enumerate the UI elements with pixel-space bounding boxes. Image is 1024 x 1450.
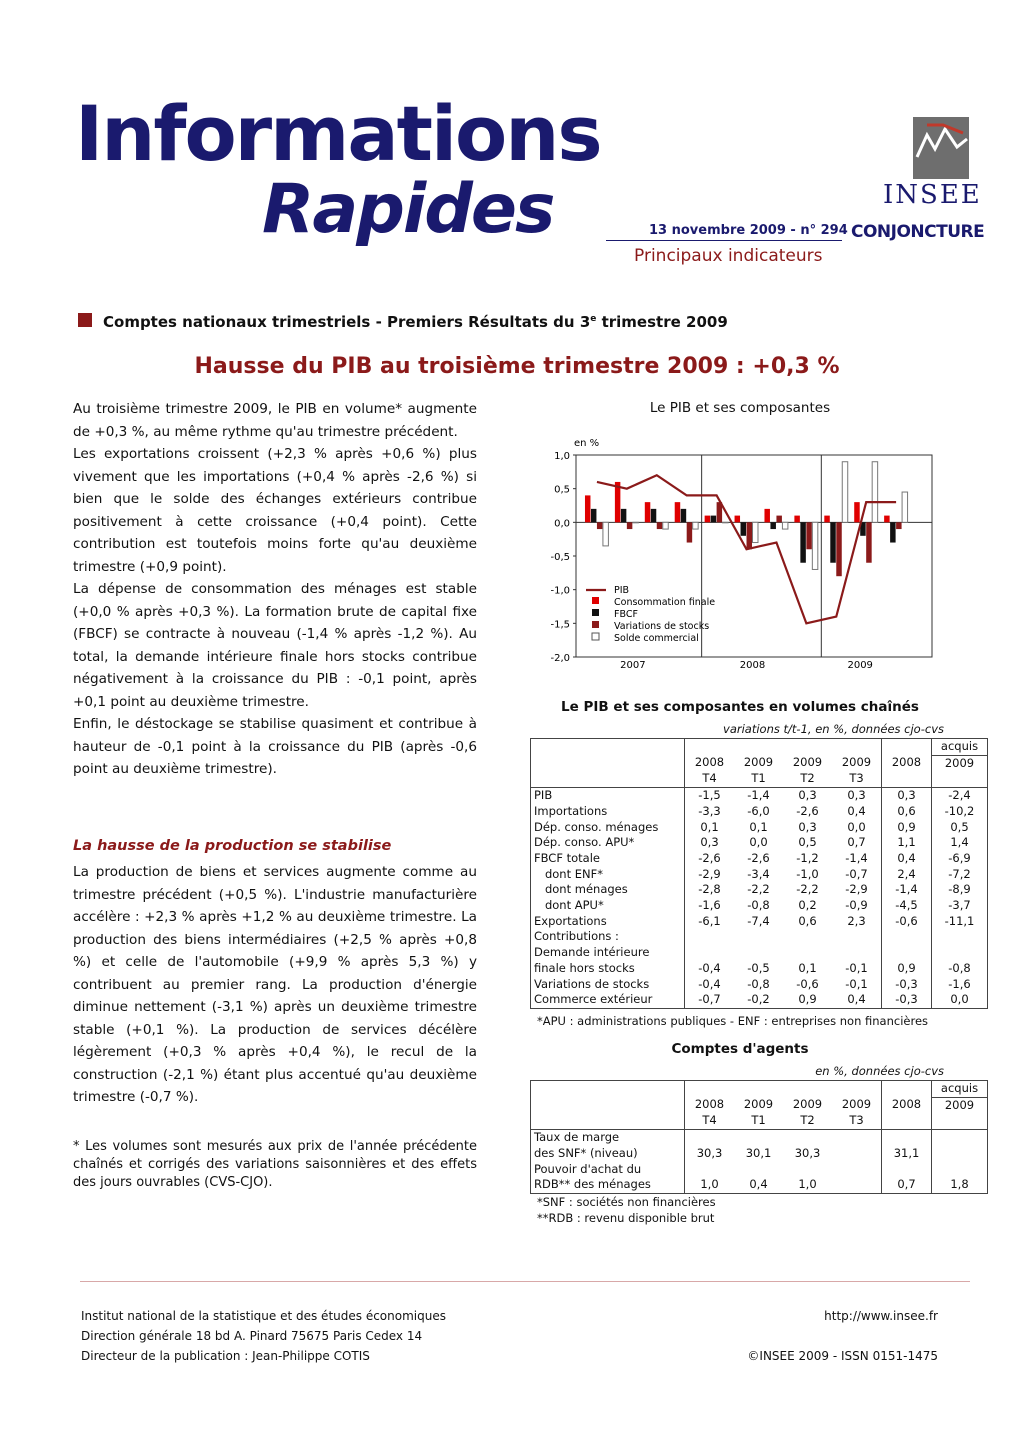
legend-label: Variations de stocks bbox=[614, 621, 710, 632]
year-header: 2008 bbox=[882, 755, 932, 771]
table-cell: -1,0 bbox=[796, 866, 819, 881]
table-cell: 2,3 bbox=[832, 914, 882, 930]
subheading: La hausse de la production se stabilise bbox=[73, 838, 392, 854]
bar-4 bbox=[782, 522, 787, 529]
table-cell: -8,9 bbox=[932, 882, 988, 898]
footer-director: Directeur de la publication : Jean-Philippe COTIS bbox=[81, 1349, 370, 1363]
table-cell: 0,2 bbox=[798, 898, 817, 913]
table-cell bbox=[734, 945, 783, 961]
table-header-row bbox=[531, 739, 988, 756]
table-cell: -0,8 bbox=[747, 898, 770, 913]
quarter-header: T3 bbox=[832, 1113, 882, 1129]
table-cell: 2,4 bbox=[882, 867, 932, 883]
table-cell: 0,3 bbox=[798, 819, 817, 834]
table-cell: -0,7 bbox=[832, 867, 882, 883]
table-cell: 1,4 bbox=[932, 835, 988, 851]
conjoncture-label: CONJONCTURE bbox=[851, 222, 985, 242]
table2-grid bbox=[530, 1080, 988, 1194]
legend-swatch bbox=[592, 633, 599, 640]
table-cell: 30,3 bbox=[685, 1146, 735, 1162]
table-cell: 0,7 bbox=[882, 1177, 932, 1193]
row-label: Dép. conso. ménages bbox=[531, 820, 685, 836]
table-cell bbox=[832, 929, 882, 945]
table-header-row bbox=[531, 1081, 988, 1098]
table-cell bbox=[734, 929, 783, 945]
table-cell: -2,9 bbox=[832, 882, 882, 898]
table-cell: -0,3 bbox=[882, 992, 932, 1008]
quarter-header: T4 bbox=[685, 771, 735, 787]
legend-label: Consommation finale bbox=[614, 597, 716, 608]
table-cell: 0,4 bbox=[832, 992, 882, 1008]
table-cell: 0,3 bbox=[798, 788, 817, 803]
table-cell bbox=[832, 1177, 882, 1193]
table-cell: 0,0 bbox=[932, 992, 988, 1008]
table-cell: -1,4 bbox=[832, 851, 882, 867]
row-label: Variations de stocks bbox=[531, 977, 685, 993]
bar-2 bbox=[651, 509, 656, 522]
table-cell bbox=[783, 1130, 832, 1146]
table-cell bbox=[832, 1162, 882, 1178]
row-label: Importations bbox=[531, 804, 685, 820]
bar-1 bbox=[854, 502, 859, 522]
table1 bbox=[530, 738, 988, 1009]
body-paragraph: Enfin, le déstockage se stabilise quasiment et contribue à hauteur de -0,1 point à la croissance du PIB (après -0,6 point au deuxième trimestre). bbox=[73, 716, 477, 777]
bar-2 bbox=[800, 522, 805, 562]
bar-1 bbox=[884, 516, 889, 523]
legend-label: FBCF bbox=[614, 609, 638, 620]
table-cell: -0,1 bbox=[832, 977, 882, 993]
y-tick-label: 0,5 bbox=[554, 484, 570, 496]
table-cell: -0,4 bbox=[685, 961, 735, 977]
bar-3 bbox=[627, 522, 632, 529]
bar-2 bbox=[621, 509, 626, 522]
year-header: 2009 bbox=[792, 1097, 823, 1112]
table-cell: 0,3 bbox=[882, 788, 932, 804]
quarter-header: T1 bbox=[734, 771, 783, 787]
bar-4 bbox=[723, 522, 728, 523]
bar-2 bbox=[770, 522, 775, 529]
table-cell: 30,3 bbox=[794, 1145, 821, 1160]
table-cell: -2,2 bbox=[747, 882, 770, 897]
row-label: dont ENF* bbox=[531, 867, 685, 883]
table-cell bbox=[783, 929, 832, 945]
quarter-header: T3 bbox=[832, 771, 882, 787]
table1-grid bbox=[530, 738, 988, 1009]
table-cell: 0,5 bbox=[798, 835, 817, 850]
bar-3 bbox=[806, 522, 811, 549]
table-row bbox=[531, 929, 988, 945]
bar-2 bbox=[890, 522, 895, 542]
header-cell bbox=[685, 1081, 882, 1098]
bar-1 bbox=[645, 502, 650, 522]
year-header: 2008 bbox=[882, 1097, 932, 1113]
bar-3 bbox=[657, 522, 662, 529]
table-cell: -0,8 bbox=[932, 961, 988, 977]
table-cell: 0,4 bbox=[832, 804, 882, 820]
footer-rule bbox=[80, 1281, 970, 1282]
table-cell bbox=[882, 1130, 932, 1146]
table-cell: 31,1 bbox=[882, 1146, 932, 1162]
bar-2 bbox=[711, 516, 716, 523]
header-cell bbox=[531, 755, 685, 771]
table-cell: 0,9 bbox=[783, 992, 832, 1008]
table-header-row bbox=[531, 1097, 988, 1113]
gdp-chart bbox=[530, 428, 950, 673]
table-cell: -4,5 bbox=[882, 898, 932, 914]
row-label: Pouvoir d'achat du bbox=[531, 1162, 685, 1178]
section-bullet bbox=[78, 313, 92, 327]
table-cell bbox=[882, 1162, 932, 1178]
footer-left bbox=[81, 1306, 446, 1366]
table-row bbox=[531, 820, 988, 836]
table-cell: -0,5 bbox=[747, 960, 770, 975]
quarter-header: T2 bbox=[783, 1113, 832, 1129]
footer-address: Direction générale 18 bd A. Pinard 75675 Paris Cedex 14 bbox=[81, 1329, 423, 1343]
header-cell bbox=[531, 771, 685, 787]
body-paragraph: La dépense de consommation des ménages est stable (+0,0 % après +0,3 %). La formation brute de capital fixe (FBCF) se contracte à nouveau (-1,4 % après -1,2 %). Au total, la demande intérieure finale hors stocks contribue négativement à la croissance du PIB : -0,1 point, après +0,1 point au deuxième trimestre. bbox=[73, 581, 477, 710]
row-label: dont APU* bbox=[531, 898, 685, 914]
bar-2 bbox=[591, 509, 596, 522]
table-row bbox=[531, 977, 988, 993]
table-cell: -7,4 bbox=[747, 913, 770, 928]
year-header: 2009 bbox=[743, 1097, 774, 1112]
table-cell: 0,1 bbox=[685, 820, 735, 836]
row-label: dont ménages bbox=[531, 882, 685, 898]
bar-4 bbox=[753, 522, 758, 542]
header-cell bbox=[882, 739, 932, 756]
header-cell bbox=[531, 1113, 685, 1129]
table-cell: 0,6 bbox=[882, 804, 932, 820]
table-cell: -2,6 bbox=[796, 803, 819, 818]
table-cell: -1,6 bbox=[932, 977, 988, 993]
bar-3 bbox=[776, 516, 781, 523]
table-row bbox=[531, 914, 988, 930]
table-cell: 0,9 bbox=[882, 961, 932, 977]
table-cell: 0,5 bbox=[932, 820, 988, 836]
x-tick-label: 2007 bbox=[620, 660, 646, 671]
table-cell bbox=[932, 1130, 988, 1146]
table-row bbox=[531, 788, 988, 804]
footer-copyright: ©INSEE 2009 - ISSN 0151-1475 bbox=[747, 1349, 938, 1363]
table-cell: -6,9 bbox=[932, 851, 988, 867]
bar-3 bbox=[866, 522, 871, 562]
bar-3 bbox=[747, 522, 752, 549]
bar-4 bbox=[603, 522, 608, 546]
table-row bbox=[531, 1130, 988, 1146]
y-tick-label: -0,5 bbox=[550, 552, 570, 563]
table-cell bbox=[882, 929, 932, 945]
table2 bbox=[530, 1080, 988, 1194]
x-tick-label: 2009 bbox=[847, 660, 873, 671]
legend-label: PIB bbox=[614, 585, 630, 596]
bar-2 bbox=[830, 522, 835, 562]
row-label: Taux de marge bbox=[531, 1130, 685, 1146]
table-cell bbox=[734, 1130, 783, 1146]
header-cell bbox=[685, 739, 882, 756]
header-cell bbox=[531, 1097, 685, 1113]
bar-1 bbox=[585, 495, 590, 522]
table-cell: -0,7 bbox=[685, 992, 735, 1008]
footer-institute: Institut national de la statistique et des études économiques bbox=[81, 1309, 446, 1323]
table-cell: -6,1 bbox=[685, 914, 735, 930]
table-cell: -2,6 bbox=[685, 851, 735, 867]
table-cell: 1,0 bbox=[783, 1177, 832, 1193]
table-cell bbox=[932, 945, 988, 961]
body-paragraph: Les exportations croissent (+2,3 % après +0,6 %) plus vivement que les importations (+0,4 % après -2,6 %) si bien que le solde des échanges extérieurs contribue positivement à cette croissance (+0,4 point). Cette contribution est toutefois moins forte qu'au deuxième trimestre (+0,9 point). bbox=[73, 446, 477, 575]
table-cell: 0,3 bbox=[832, 788, 882, 804]
bar-1 bbox=[794, 516, 799, 523]
table-cell: -1,4 bbox=[882, 882, 932, 898]
bar-4 bbox=[663, 522, 668, 529]
table-cell: 0,9 bbox=[882, 820, 932, 836]
table-cell: -0,1 bbox=[832, 961, 882, 977]
issue-dateline: 13 novembre 2009 - n° 294 bbox=[649, 223, 848, 238]
bar-3 bbox=[836, 522, 841, 576]
table-row bbox=[531, 1162, 988, 1178]
bar-3 bbox=[896, 522, 901, 529]
table-row bbox=[531, 992, 988, 1008]
row-label: PIB bbox=[531, 788, 685, 804]
table-cell: -2,2 bbox=[796, 882, 819, 897]
table-cell bbox=[685, 945, 735, 961]
bar-4 bbox=[633, 522, 638, 523]
y-tick-label: -1,0 bbox=[550, 585, 570, 597]
quarter-header bbox=[882, 771, 932, 787]
table-cell bbox=[832, 1130, 882, 1146]
table2-footnote: **RDB : revenu disponible brut bbox=[537, 1211, 715, 1225]
table-cell: 0,1 bbox=[749, 819, 768, 834]
table-row bbox=[531, 851, 988, 867]
table-cell bbox=[685, 1130, 735, 1146]
header-cell bbox=[531, 1081, 685, 1098]
table-cell: -2,6 bbox=[747, 850, 770, 865]
table-cell bbox=[832, 945, 882, 961]
table-cell: -1,6 bbox=[685, 898, 735, 914]
table-cell: -11,1 bbox=[932, 914, 988, 930]
table2-caption: en %, données cjo-cvs bbox=[815, 1064, 944, 1078]
table-cell: 0,0 bbox=[749, 835, 768, 850]
bar-1 bbox=[824, 516, 829, 523]
table-cell bbox=[783, 1162, 832, 1178]
table-row bbox=[531, 961, 988, 977]
table-header-row bbox=[531, 771, 988, 787]
table-cell bbox=[932, 1146, 988, 1162]
bar-1 bbox=[764, 509, 769, 522]
footer-right bbox=[740, 1306, 938, 1366]
year-header: 2009 bbox=[932, 1097, 988, 1113]
y-tick-label: 1,0 bbox=[554, 451, 570, 462]
row-label: Demande intérieure bbox=[531, 945, 685, 961]
table-cell: 0,1 bbox=[798, 960, 817, 975]
bar-1 bbox=[705, 516, 710, 523]
table1-title: Le PIB et ses composantes en volumes chaînés bbox=[561, 699, 919, 715]
table-cell: -0,9 bbox=[832, 898, 882, 914]
table-cell: -1,4 bbox=[747, 788, 770, 803]
table-cell: -0,4 bbox=[685, 977, 735, 993]
table1-caption: variations t/t-1, en %, données cjo-cvs bbox=[723, 722, 944, 736]
table-cell bbox=[734, 1162, 783, 1178]
table-header-row bbox=[531, 1113, 988, 1129]
row-label: finale hors stocks bbox=[531, 961, 685, 977]
row-label: des SNF* (niveau) bbox=[531, 1146, 685, 1162]
table-cell: -1,5 bbox=[685, 788, 735, 804]
production-paragraph: La production de biens et services augmente comme au trimestre précédent (+0,5 %). L'industrie manufacturière accélère : +2,3 % après +1,2 % au deuxième trimestre. La production des biens intermédiaires (+2,5 % après +0,8 %) et celle de l'automobile (+9,9 % après 5,3 %) y contribuent au premier rang. La production d'énergie diminue nettement (-3,1 %) après un deuxième trimestre stable (+0,1 %). La production de services décélère légèrement (+0,3 % après +0,4 %), le recul de la construction (-2,1 %) étant plus accentué qu'au deuxième trimestre (-0,7 %). bbox=[73, 864, 477, 1105]
table-cell bbox=[783, 945, 832, 961]
insee-logo-icon bbox=[913, 117, 969, 179]
quarter-header: T1 bbox=[734, 1113, 783, 1129]
y-tick-label: -2,0 bbox=[550, 653, 570, 664]
year-header: 2008 bbox=[685, 1097, 735, 1113]
table-cell: 1,0 bbox=[685, 1177, 735, 1193]
table-cell: 30,1 bbox=[745, 1145, 772, 1160]
table2-footnote: *SNF : sociétés non financières bbox=[537, 1195, 716, 1209]
row-label: FBCF totale bbox=[531, 851, 685, 867]
year-header: 2009 bbox=[932, 755, 988, 771]
legend-swatch bbox=[592, 609, 599, 616]
x-tick-label: 2008 bbox=[739, 660, 766, 671]
quarter-header: T2 bbox=[783, 771, 832, 787]
table-cell: -3,7 bbox=[932, 898, 988, 914]
table-cell: -0,3 bbox=[882, 977, 932, 993]
masthead-title-line2: Rapides bbox=[262, 170, 554, 249]
table-cell: -0,8 bbox=[747, 976, 770, 991]
table-cell bbox=[685, 929, 735, 945]
quarter-header: T4 bbox=[685, 1113, 735, 1129]
table-cell: -3,4 bbox=[747, 866, 770, 881]
table-row bbox=[531, 898, 988, 914]
table-row bbox=[531, 882, 988, 898]
quarter-header bbox=[932, 771, 988, 787]
year-header: 2009 bbox=[832, 1097, 882, 1113]
methodology-note: * Les volumes sont mesurés aux prix de l'année précédente chaînés et corrigés des variations saisonnières et des effets des jours ouvrables (CVS-CJO). bbox=[73, 1139, 477, 1190]
table-cell: 0,4 bbox=[882, 851, 932, 867]
header-cell bbox=[882, 1081, 932, 1098]
table-row bbox=[531, 945, 988, 961]
table-cell: 0,4 bbox=[734, 1177, 783, 1193]
masthead-title-line1: Informations bbox=[75, 89, 601, 178]
insee-brand: INSEE bbox=[883, 180, 982, 210]
body-paragraph: Au troisième trimestre 2009, le PIB en volume* augmente de +0,3 %, au même rythme qu'au trimestre précédent. bbox=[73, 401, 477, 440]
table-cell bbox=[882, 945, 932, 961]
header-cell bbox=[531, 739, 685, 756]
bar-1 bbox=[675, 502, 680, 522]
chart-unit: en % bbox=[574, 438, 600, 449]
table-row bbox=[531, 867, 988, 883]
table-cell: 0,3 bbox=[685, 835, 735, 851]
legend-label: Solde commercial bbox=[614, 633, 699, 644]
footer-url[interactable]: http://www.insee.fr bbox=[824, 1309, 938, 1323]
y-tick-label: 0,0 bbox=[554, 518, 570, 530]
headline: Hausse du PIB au troisième trimestre 2009 : +0,3 % bbox=[194, 354, 840, 379]
row-label: Contributions : bbox=[531, 929, 685, 945]
table-cell: -6,0 bbox=[747, 803, 770, 818]
quarter-header bbox=[932, 1113, 988, 1129]
year-header: 2009 bbox=[792, 755, 823, 770]
table-cell: -2,9 bbox=[685, 867, 735, 883]
table-cell bbox=[932, 1162, 988, 1178]
table-cell bbox=[832, 1146, 882, 1162]
year-header: 2009 bbox=[743, 755, 774, 770]
year-header: 2009 bbox=[832, 755, 882, 771]
masthead-rule bbox=[606, 240, 842, 241]
bar-3 bbox=[687, 522, 692, 542]
bar-3 bbox=[597, 522, 602, 529]
legend-swatch bbox=[592, 597, 599, 604]
acquis-header: acquis bbox=[932, 739, 988, 756]
bar-4 bbox=[693, 522, 698, 529]
chart-title: Le PIB et ses composantes bbox=[649, 400, 831, 416]
bar-4 bbox=[902, 492, 907, 522]
table-cell: -0,6 bbox=[796, 976, 819, 991]
row-label: Commerce extérieur bbox=[531, 992, 685, 1008]
table-row bbox=[531, 804, 988, 820]
table2-footnotes bbox=[537, 1194, 716, 1226]
table-header-row bbox=[531, 755, 988, 771]
table-cell: 0,7 bbox=[832, 835, 882, 851]
year-header: 2008 bbox=[685, 755, 735, 771]
table-cell: -7,2 bbox=[932, 867, 988, 883]
table-row bbox=[531, 1177, 988, 1193]
bar-2 bbox=[741, 522, 746, 535]
bar-4 bbox=[872, 462, 877, 523]
bar-1 bbox=[735, 516, 740, 523]
table-cell: -0,2 bbox=[734, 992, 783, 1008]
table-cell: -2,4 bbox=[932, 788, 988, 804]
table2-title: Comptes d'agents bbox=[671, 1041, 809, 1057]
table-cell bbox=[685, 1162, 735, 1178]
bar-4 bbox=[812, 522, 817, 569]
y-tick-label: -1,5 bbox=[550, 619, 570, 631]
table-cell: -10,2 bbox=[932, 804, 988, 820]
acquis-header: acquis bbox=[932, 1081, 988, 1098]
bar-2 bbox=[681, 509, 686, 522]
row-label: Dép. conso. APU* bbox=[531, 835, 685, 851]
quarter-header bbox=[882, 1113, 932, 1129]
table-cell: 1,1 bbox=[882, 835, 932, 851]
table-cell: 0,0 bbox=[832, 820, 882, 836]
row-label: RDB** des ménages bbox=[531, 1177, 685, 1193]
legend-swatch bbox=[592, 621, 599, 628]
table-cell bbox=[932, 929, 988, 945]
table-cell: -0,6 bbox=[882, 914, 932, 930]
body-text bbox=[73, 398, 477, 781]
table-cell: -2,8 bbox=[685, 882, 735, 898]
masthead-subtitle: Principaux indicateurs bbox=[634, 246, 823, 266]
table-cell: -3,3 bbox=[685, 804, 735, 820]
table-cell: 0,6 bbox=[798, 913, 817, 928]
bar-4 bbox=[842, 462, 847, 523]
section-title: Comptes nationaux trimestriels - Premiers Résultats du 3e trimestre 2009 bbox=[103, 313, 728, 331]
table1-footnote: *APU : administrations publiques - ENF : entreprises non financières bbox=[537, 1014, 929, 1028]
table-cell: -1,2 bbox=[796, 850, 819, 865]
table-cell: 1,8 bbox=[932, 1177, 988, 1193]
table-row bbox=[531, 835, 988, 851]
table-row bbox=[531, 1146, 988, 1162]
row-label: Exportations bbox=[531, 914, 685, 930]
